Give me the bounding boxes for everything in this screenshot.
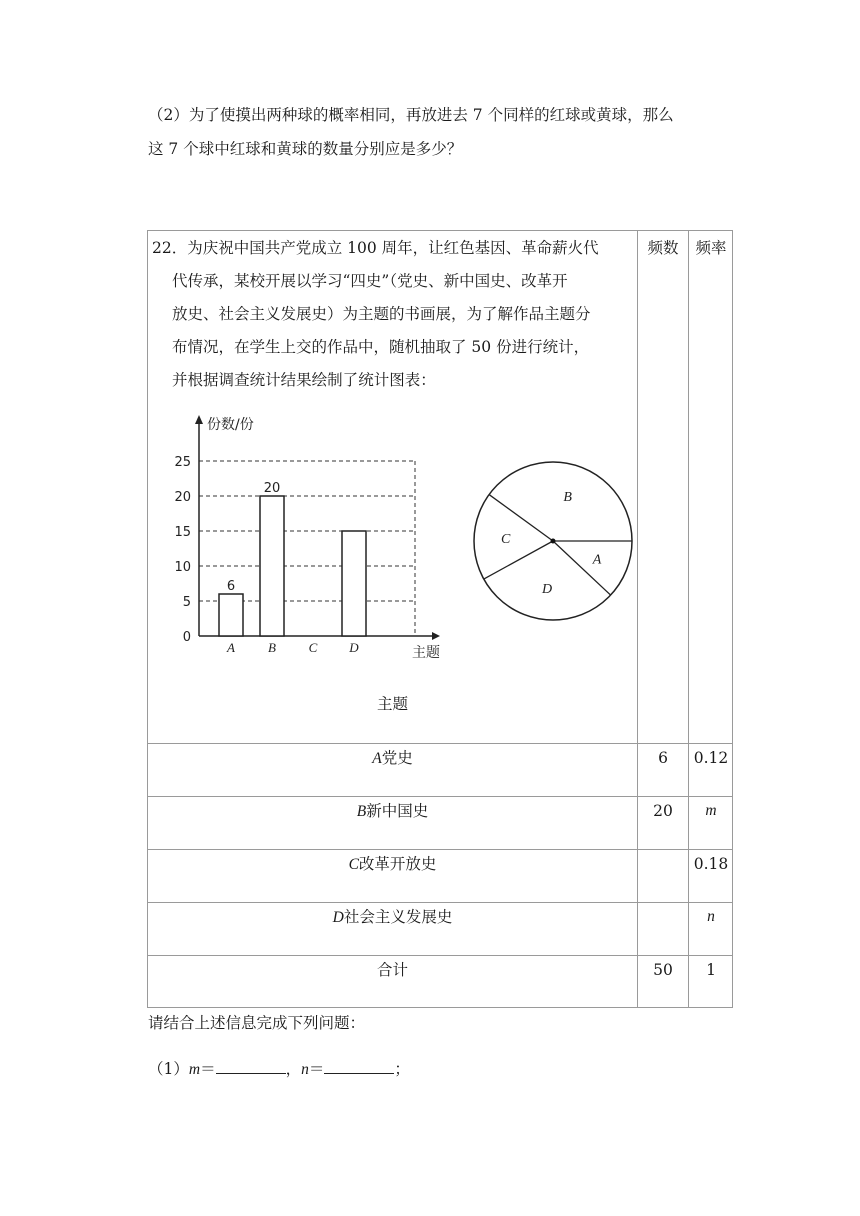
header-freq: 频数 [647,239,679,257]
y-tick-label: 5 [182,595,191,610]
topic-label: 主题 [376,695,408,713]
topic-name: 社会主义发展史 [343,908,453,926]
spread-char: 查 [234,371,250,389]
spread-char: 果 [296,371,312,389]
q21-part2-line1: （2）为了使摸出两种球的概率相同，再放进去 7 个同样的红球或黄球，那么 [148,106,674,124]
end-mark: ； [394,1060,410,1078]
spread-char: 图 [389,371,405,389]
spread-char: 制 [327,371,343,389]
freq-cell: 20 [653,802,673,820]
q22-intro [152,232,634,397]
q21-part2-line2: 这 7 个球中红球和黄球的数量分别应是多少？ [148,140,463,158]
var-n: n [301,1061,309,1078]
total-freq: 50 [653,961,673,979]
rate-cell: 0.12 [693,749,729,767]
topic-name: 新中国史 [366,802,429,820]
x-axis-title: 主题 [412,645,440,661]
rate-cell: 0.18 [693,855,729,873]
bar [342,531,366,636]
table-col-divider-2 [688,230,689,1008]
spread-char: 调 [218,371,235,389]
topic-cell [148,852,637,877]
spread-char: 计 [265,371,281,389]
table-row-divider [147,902,733,903]
intro-line: 布情况，在学生上交的作品中，随机抽取了 50 份进行统计， [172,338,590,356]
pie-slice-label: C [501,532,511,548]
spread-char: 并 [172,371,188,389]
spread-char: 计 [373,371,390,389]
y-axis-title: 份数/份 [207,417,254,433]
y-tick-label: 10 [174,560,191,575]
bar-value-label: 6 [226,579,236,594]
spread-char: 表 [404,371,421,389]
spread-char: 结 [280,371,297,389]
topic-cell [148,799,637,824]
y-tick-label: 25 [174,455,191,470]
y-axis-arrow [195,415,203,424]
bar-value-label: 20 [263,481,281,496]
y-tick-label: 15 [174,525,191,540]
q22-part1 [148,1055,410,1083]
spread-char: 根 [187,371,204,389]
equals-sign: ＝ [308,1060,325,1078]
table-row-divider [147,955,733,956]
separator: ， [285,1060,302,1078]
freq-cell: 6 [658,749,668,767]
x-category-label: C [308,640,318,655]
topic-letter: D [332,909,344,926]
topic-cell [148,746,637,771]
bar [219,594,243,636]
x-category-label: B [268,640,276,655]
header-rate: 频率 [695,239,727,257]
spread-char: 了 [342,371,359,389]
topic-name: 改革开放史 [358,855,437,873]
topic-letter: B [356,803,367,820]
bar [260,496,284,636]
table-col-divider-1 [637,230,638,1008]
table-row-divider [147,796,733,797]
spread-char: 统 [249,371,266,389]
x-axis-arrow [432,632,440,640]
topic-cell [148,905,637,930]
total-rate: 1 [706,961,716,979]
total-label: 合计 [376,961,408,979]
part1-prefix: （1） [148,1060,189,1078]
pie-slice-label: D [541,582,553,598]
spread-char: 绘 [311,371,328,389]
pie-center [551,539,556,544]
intro-line: 22．为庆祝中国共产党成立 100 周年，让红色基因、革命薪火代 [152,239,599,257]
rate-cell: m [705,802,717,819]
spread-char: 据 [203,371,219,389]
spread-char: ： [420,371,436,389]
spread-char: 统 [358,371,374,389]
pie-slice-label: B [563,489,572,505]
rate-cell: n [707,908,715,925]
var-m: m [188,1061,201,1078]
intro-line: 放史、社会主义发展史）为主题的书画展，为了解作品主题分 [172,305,591,323]
intro-line-justified [152,364,634,397]
answer-blank-m[interactable] [216,1055,286,1074]
topic-name: 党史 [381,749,413,767]
answer-blank-n[interactable] [324,1055,394,1074]
equals-sign: ＝ [200,1060,216,1078]
y-tick-label: 20 [174,490,191,505]
topic-letter: C [348,856,359,873]
topic-letter: A [372,750,382,767]
after-table-text: 请结合上述信息完成下列问题： [148,1014,366,1032]
pie-chart [470,460,636,626]
table-row-divider [147,743,733,744]
pie-slice-label: A [592,552,602,568]
table-row-divider [147,849,733,850]
x-category-label: A [227,640,235,655]
x-category-label: D [349,640,359,655]
intro-line: 代传承，某校开展以学习“四史”（党史、新中国史、改革开 [172,272,568,290]
bar-chart [172,405,448,663]
y-tick-label: 0 [182,630,191,645]
